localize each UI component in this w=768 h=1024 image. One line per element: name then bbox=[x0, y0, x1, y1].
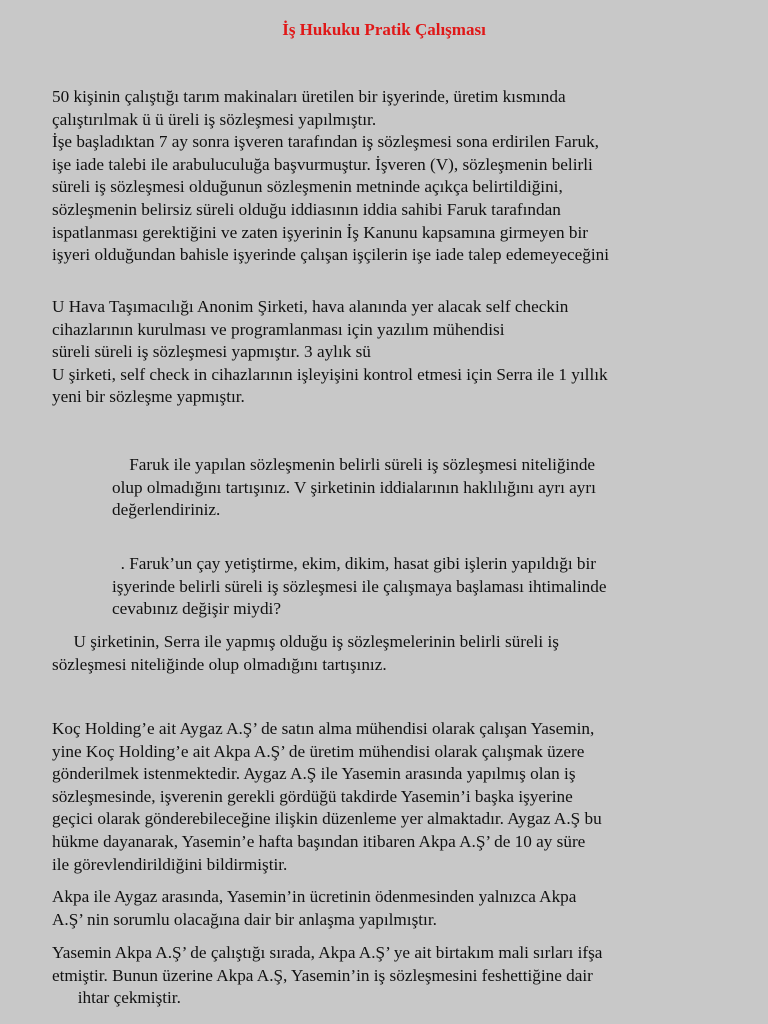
case-3-line: ihtar çekmiştir. bbox=[52, 988, 181, 1008]
case-3-line: etmiştir. Bunun üzerine Akpa A.Ş, Yasemin’in iş sözleşmesini feshettiğine dair bbox=[52, 965, 593, 985]
case-1-line: sözleşmenin belirsiz süreli olduğu iddiasının iddia sahibi Faruk tarafından bbox=[52, 199, 561, 219]
case-3-line: gönderilmek istenmektedir. Aygaz A.Ş ile Yasemin arasında yapılmış olan iş bbox=[52, 764, 576, 784]
document-title: İş Hukuku Pratik Çalışması bbox=[282, 20, 486, 39]
case-1-line: İşe başladıktan 7 ay sonra işveren tarafından iş sözleşmesi sona erdirilen Faruk, bbox=[52, 132, 599, 152]
case-3-line: Yasemin Akpa A.Ş’ de çalıştığı sırada, Akpa A.Ş’ ye ait birtakım mali sırları ifşa bbox=[52, 943, 603, 962]
case-1-line: ispatlanması gerektiğini ve zaten işyerinin İş Kanunu kapsamına girmeyen bir bbox=[52, 222, 589, 242]
question-1-line: olup olmadığını tartışınız. V şirketinin iddialarının haklılığını ayrı ayrı bbox=[112, 477, 596, 497]
case-3-line: yine Koç Holding’e ait Akpa A.Ş’ de üretim mühendisi olarak çalışmak üzere bbox=[52, 741, 585, 761]
case-3-paragraph-3 bbox=[52, 942, 716, 1010]
question-3-line: U şirketinin, Serra ile yapmış olduğu iş sözleşmelerinin belirli süreli iş bbox=[52, 632, 559, 651]
question-2-line: . Faruk’un çay yetiştirme, ekim, dikim, hasat gibi işlerin yapıldığı bir bbox=[112, 554, 597, 573]
case-1-line: 50 kişinin çalıştığı tarım makinaları üretilen bir işyerinde, üretim kısmında bbox=[52, 87, 566, 106]
case-1-line: çalıştırılmak ü ü üreli iş sözleşmesi yapılmıştır. bbox=[52, 109, 377, 129]
question-1 bbox=[112, 454, 716, 522]
case-1-line: işe iade talebi ile arabuluculuğa başvurmuştur. İşveren (V), sözleşmenin belirli bbox=[52, 154, 593, 174]
case-2-paragraph bbox=[52, 296, 716, 409]
case-3-paragraph-1 bbox=[52, 718, 716, 876]
question-1-line: değerlendiriniz. bbox=[112, 500, 221, 520]
case-1-line: işyeri olduğundan bahisle işyerinde çalışan işçilerin işe iade talep edemeyeceğini bbox=[52, 245, 609, 265]
case-2-line: süreli süreli iş sözleşmesi yapmıştır. 3 aylık sü bbox=[52, 342, 371, 362]
case-2-line: U Hava Taşımacılığı Anonim Şirketi, hava alanında yer alacak self checkin bbox=[52, 297, 569, 316]
case-3-line: sözleşmesinde, işverenin gerekli gördüğü takdirde Yasemin’i başka işyerine bbox=[52, 786, 573, 806]
case-3-line: geçici olarak gönderebileceğine ilişkin düzenleme yer almaktadır. Aygaz A.Ş bu bbox=[52, 809, 602, 829]
case-2-line: yeni bir sözleşme yapmıştır. bbox=[52, 387, 245, 407]
case-3-line: A.Ş’ nin sorumlu olacağına dair bir anlaşma yapılmıştır. bbox=[52, 909, 437, 929]
question-2 bbox=[112, 553, 716, 621]
question-3-line: sözleşmesi niteliğinde olup olmadığını tartışınız. bbox=[52, 654, 387, 674]
case-3-paragraph-2 bbox=[52, 886, 716, 931]
case-3-line: ile görevlendirildiğini bildirmiştir. bbox=[52, 854, 288, 874]
case-1-line: süreli iş sözleşmesi olduğunun sözleşmenin metninde açıkça belirtildiğini, bbox=[52, 177, 563, 197]
question-2-line: işyerinde belirli süreli iş sözleşmesi ile çalışmaya başlaması ihtimalinde bbox=[112, 576, 607, 596]
case-2-line: cihazlarının kurulması ve programlanması için yazılım mühendisi bbox=[52, 319, 505, 339]
case-3-line: hükme dayanarak, Yasemin’e hafta başından itibaren Akpa A.Ş’ de 10 ay süre bbox=[52, 831, 586, 851]
question-1-line: Faruk ile yapılan sözleşmenin belirli süreli iş sözleşmesi niteliğinde bbox=[112, 455, 596, 474]
case-3-line: Akpa ile Aygaz arasında, Yasemin’in ücretinin ödenmesinden yalnızca Akpa bbox=[52, 887, 577, 906]
case-1-paragraph bbox=[52, 86, 716, 267]
question-2-line: cevabınız değişir miydi? bbox=[112, 599, 281, 619]
case-2-line: U şirketi, self check in cihazlarının işleyişini kontrol etmesi için Serra ile 1 yıllık bbox=[52, 364, 608, 384]
case-3-line: Koç Holding’e ait Aygaz A.Ş’ de satın alma mühendisi olarak çalışan Yasemin, bbox=[52, 719, 595, 738]
question-3 bbox=[52, 631, 716, 676]
